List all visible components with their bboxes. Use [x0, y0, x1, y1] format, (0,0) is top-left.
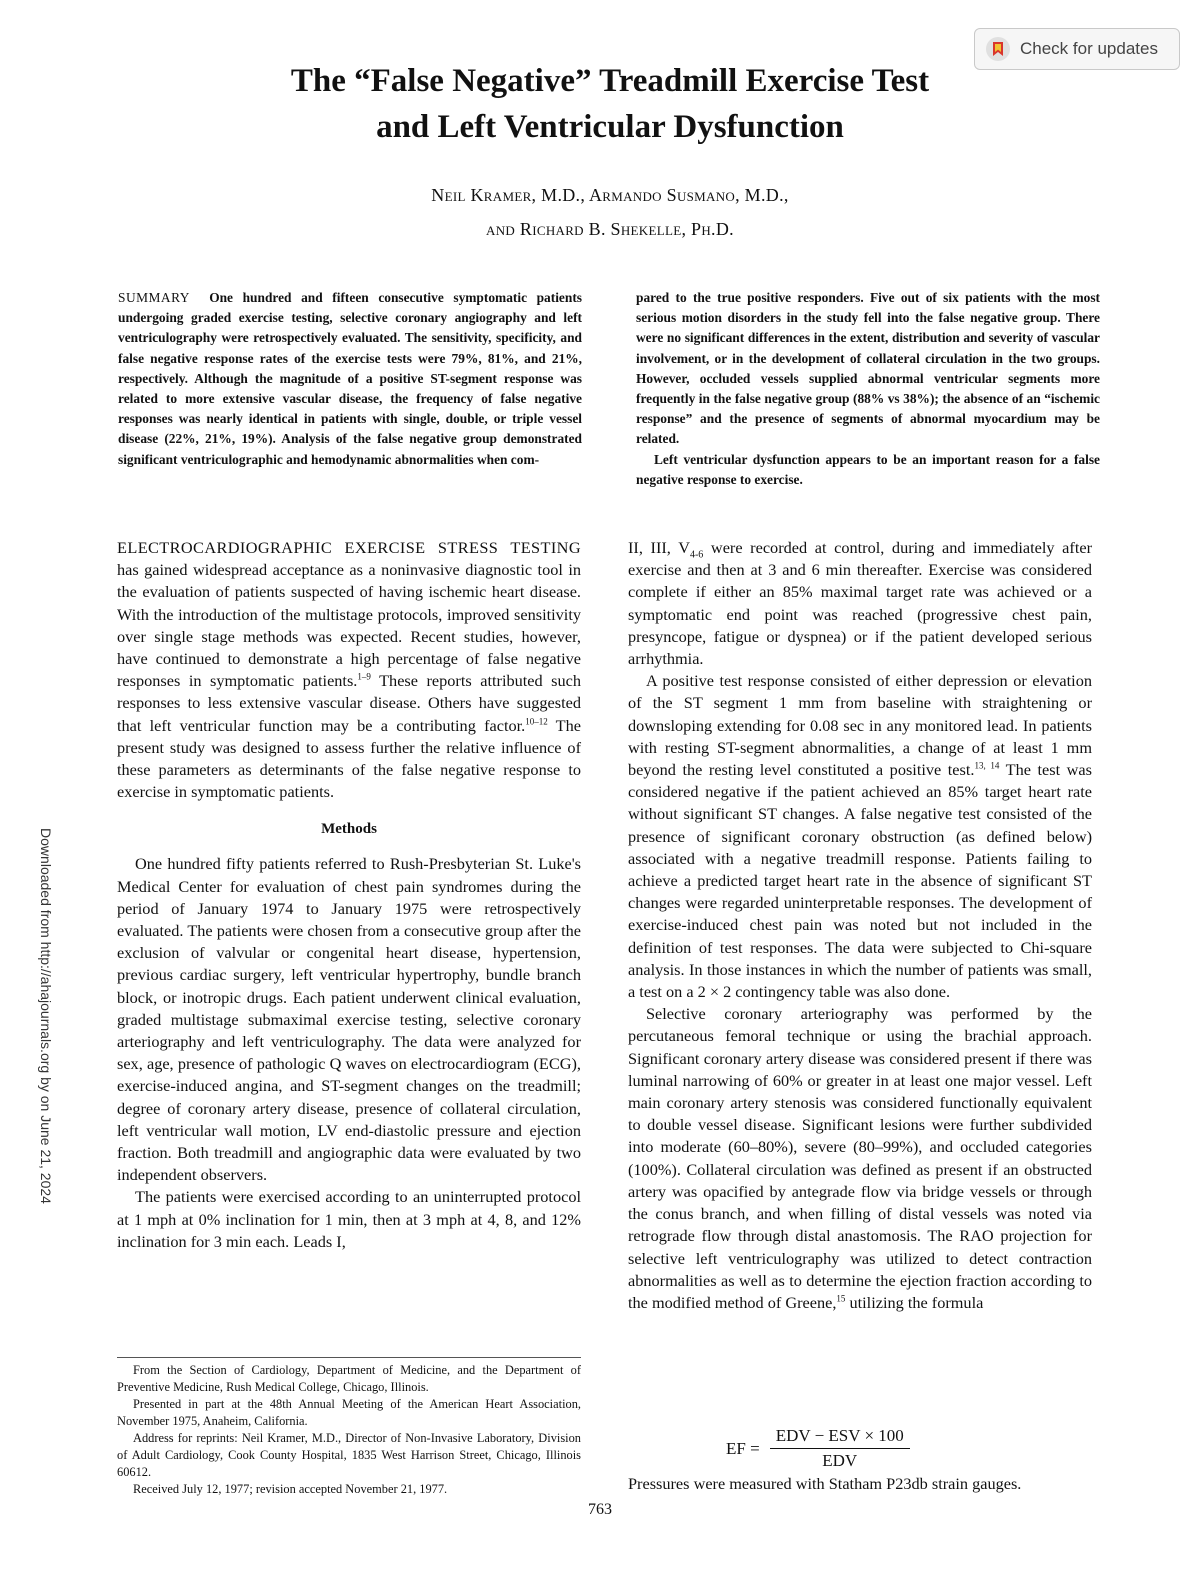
positive-test-paragraph: A positive test response consisted of either depression or elevation of the ST segment 1 mm from baseline with straightening or downsloping extending for 0.08 sec in any monitored lead. In patients with resting ST-segment abnormalities, a change of at least 1 mm beyond the resting level constituted a positive test.$^{13, 14}$ The test was considered negative if the patient achieved an 85% target heart rate without significant ST changes. A false negative test consisted of the presence of significant coronary obstruction (as defined below) associated with a negative treadmill response. Patients failing to achieve a predicted target heart rate in the absence of significant ST changes were regarded uninterpretable responses. The development of exercise-induced chest pain was noted but not included in the definition of test responses. The data were subjected to Chi-square analysis. In those instances in which the number of patients was small, a test on a 2 × 2 contingency table was also done. [628, 671, 1092, 1002]
leads-paragraph: II, III, $V_{4-6}$ were recorded at control, during and immediately after exercise and then at 3 and 6 min thereafter. Exercise was considered complete if either an 85% maximal target rate was achieved or a symptomatic end point was reached (progressive chest pain, presyncope, fatigue or dyspnea) or if the patient developed serious arrhythmia. [628, 538, 1093, 669]
summary-text-right: pared to the true positive responders. Five out of six patients with the most serious motion disorders in the study fell into the false negative group. There were no significant differences in the extent, distribution and severity of vascular involvement, or in the development of collateral circulation in the two groups. However, occluded vessels supplied abnormal ventricular segments more frequently in the false negative group (88% vs 38%); the absence of an “ischemic response” and the presence of segments of abnormal myocardium may be related. [636, 290, 1100, 447]
footnote-reprints: Address for reprints: Neil Kramer, M.D., Director of Non-Invasive Laboratory, Division of Adult Cardiology, Cook County Hospital, 1835 West Harrison Street, Chicago, Illinois 60612. [117, 1431, 581, 1479]
formula-denominator: EDV [822, 1451, 858, 1470]
methods-paragraph-2: The patients were exercised according to an uninterrupted protocol at 1 mph at 0% inclination for 1 min, then at 3 mph at 4, 8, and 12% inclination for 3 min each. Leads I, [117, 1187, 581, 1251]
authors-line-1: Neil Kramer, M.D., Armando Susmano, M.D., [431, 185, 789, 205]
footnote-divider [117, 1357, 581, 1358]
footnote-affiliation: From the Section of Cardiology, Department of Medicine, and the Department of Preventive Medicine, Rush Medical College, Chicago, Illinois. [117, 1363, 581, 1394]
check-for-updates-label: Check for updates [1020, 39, 1158, 58]
formula-lhs: EF = [726, 1438, 760, 1458]
summary-abstract-right [636, 288, 1100, 490]
body-column-left [117, 537, 581, 1253]
lead-subscript: 4-6 [689, 549, 704, 561]
body-column-right [628, 537, 1092, 1314]
formula-fraction [770, 1426, 910, 1471]
footnote-presented: Presented in part at the 48th Annual Meeting of the American Heart Association, November 1975, Anaheim, California. [117, 1397, 581, 1428]
summary-label: SUMMARY [118, 290, 190, 305]
title-line-2: and Left Ventricular Dysfunction [376, 109, 844, 145]
ejection-fraction-formula [726, 1426, 910, 1471]
reference-13-14: 13, 14 [974, 760, 1000, 771]
arteriography-paragraph: Selective coronary arteriography was performed by the percutaneous femoral technique or using the brachial approach. Significant coronary artery disease was considered present if there was luminal narrowing of 60% or greater in at least one major vessel. Left main coronary artery stenosis was considered functionally equivalent to double vessel disease. Significant lesions were further subdivided into moderate (60–80%), severe (80–99%), and occluded categories (100%). Collateral circulation was defined as present if an obstructed artery was opacified by antegrade flow via bridge vessels or through the conus branch, and when filling of distal vessels was noted via retrograde flow through distal anastomosis. The RAO projection for selective left ventriculography was utilized to detect contraction abnormalities as well as to determine the ejection fraction according to the modified method of Greene,$^{15}$ utilizing the formula [628, 1004, 1092, 1312]
intro-paragraph: ELECTROCARDIOGRAPHIC EXERCISE STRESS TESTING has gained widespread acceptance as a noninvasive diagnostic tool in the evaluation of patients suspected of having ischemic heart disease. With the introduction of the multistage protocols, improved sensitivity over single stage methods was expected. Recent studies, however, have continued to demonstrate a high percentage of false negative responses in symptomatic patients.$^{1-9}$ These reports attributed such responses to less extensive vascular disease. Others have suggested that left ventricular function may be a contributing factor.$^{10-12}$ The present study was designed to assess further the relative influence of these parameters as determinants of the false negative response to exercise in symptomatic patients. [117, 538, 582, 802]
footnote-received: Received July 12, 1977; revision accepted November 21, 1977. [133, 1482, 448, 1496]
pressures-sentence: Pressures were measured with Statham P23db strain gauges. [628, 1474, 1022, 1493]
footnotes [117, 1362, 581, 1498]
page-number: 763 [588, 1501, 612, 1518]
summary-conclusion: Left ventricular dysfunction appears to be an important reason for a false negative response to exercise. [636, 451, 1100, 487]
summary-text-left: One hundred and fifteen consecutive symptomatic patients undergoing graded exercise testing, selective coronary angiography and left ventriculography were retrospectively evaluated. The sensitivity, specificity, and false negative response rates of the exercise tests were 79%, 81%, and 21%, respectively. Although the magnitude of a positive ST-segment response was related to more extensive vascular disease, the frequency of false negative responses was nearly identical in patients with single, double, or triple vessel disease (22%, 21%, 19%). Analysis of the false negative group demonstrated significant ventriculographic and hemodynamic abnormalities when com- [118, 290, 582, 467]
methods-heading: Methods [321, 821, 377, 838]
authors-line-2: and Richard B. Shekelle, Ph.D. [486, 219, 734, 239]
intro-lead-in: ELECTROCARDIOGRAPHIC EXERCISE STRESS TESTING [117, 538, 581, 557]
methods-paragraph-1: One hundred fifty patients referred to Rush-Presbyterian St. Luke's Medical Center for evaluation of chest pain syndromes during the period of January 1974 to January 1975 were retrospectively evaluated. The patients were chosen from a consecutive group after the exclusion of valvular or congenital heart disease, hypertension, previous cardiac surgery, left ventricular hypertrophy, bundle branch block, or inotropic drugs. Each patient underwent clinical evaluation, graded multistage submaximal exercise testing, selective coronary arteriography and left ventriculography. The data were analyzed for sex, age, presence of pathologic Q waves on electrocardiogram (ECG), exercise-induced angina, and ST-segment changes on the treadmill; degree of coronary artery disease, presence of collateral circulation, left ventricular wall motion, LV end-diastolic pressure and ejection fraction. Both treadmill and angiographic data were evaluated by two independent observers. [117, 854, 581, 1185]
formula-numerator: EDV − ESV × 100 [770, 1426, 910, 1449]
summary-abstract-left [118, 288, 582, 470]
article-title [140, 58, 1080, 150]
download-watermark-text: Downloaded from http://ahajournals.org by on June 21, 2024 [38, 828, 54, 1204]
reference-10-12: 10–12 [525, 716, 548, 727]
reference-15: 15 [836, 1293, 846, 1304]
reference-1-9: 1–9 [357, 671, 371, 682]
title-line-1: The “False Negative” Treadmill Exercise Test [290, 63, 930, 99]
author-list [140, 178, 1080, 246]
